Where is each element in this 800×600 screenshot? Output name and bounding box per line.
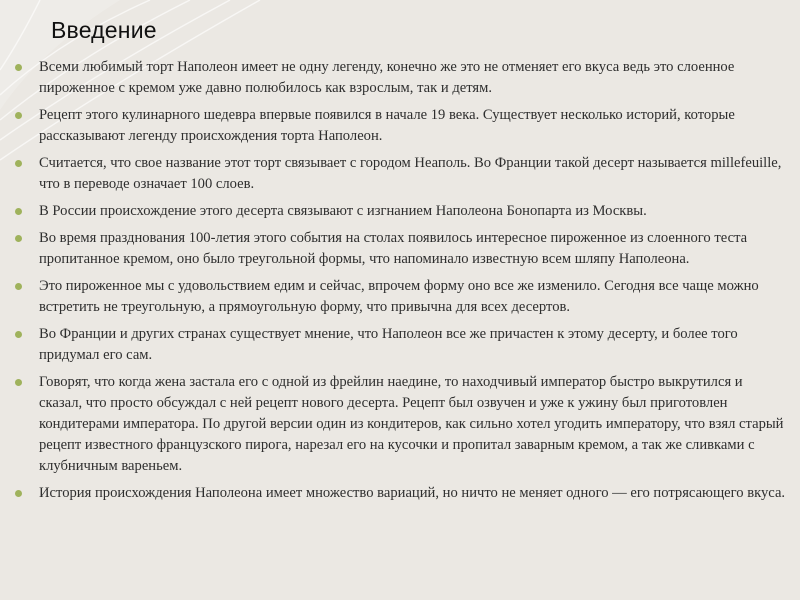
bullet-text: История происхождения Наполеона имеет множество вариаций, но ничто не меняет одного — его потрясающего вкуса.: [39, 485, 786, 501]
bullet-dot-icon: [15, 379, 22, 386]
bullet-dot-icon: [15, 112, 22, 119]
bullet-text: Во время празднования 100-летия этого события на столах появилось интересное пироженное из слоенного теста пропитанное кремом, оно было треугольной формы, что напоминало известную всем шляпу Наполеона.: [39, 230, 748, 267]
bullet-text: Говорят, что когда жена застала его с одной из фрейлин наедине, то находчивый император быстро выкрутился и сказал, что просто обсуждал с ней рецепт нового десерта. Рецепт был озвучен и уже к ужину был приготовлен кондитерами императора. По другой версии один из кондитеров, как сильно хотел угодить императору, что взял старый рецепт известного французского пирога, нарезал его на кусочки и пропитал заварным кремом, а так же сливками с клубничным вареньем.: [39, 374, 784, 474]
bullet-dot-icon: [15, 283, 22, 290]
list-item: [0, 153, 800, 195]
bullet-dot-icon: [15, 235, 22, 242]
bullet-text: Во Франции и других странах существует мнение, что Наполеон все же причастен к этому десерту, и более того придумал его сам.: [39, 326, 738, 363]
bullet-dot-icon: [15, 208, 22, 215]
bullet-text: Это пироженное мы с удовольствием едим и сейчас, впрочем форму оно все же изменило. Сегодня все чаще можно встретить не треугольную, а прямоугольную форму, что привычна для всех десертов.: [39, 278, 759, 315]
bullet-text: Считается, что свое название этот торт связывает с городом Неаполь. Во Франции такой десерт называется millefeuille, что в переводе означает 100 слоев.: [39, 155, 782, 192]
list-item: [0, 324, 800, 366]
list-item: [0, 201, 800, 222]
bullet-dot-icon: [15, 331, 22, 338]
bullet-dot-icon: [15, 490, 22, 497]
bullet-dot-icon: [15, 160, 22, 167]
slide-title: Введение: [51, 17, 157, 43]
list-item: [0, 105, 800, 147]
list-item: [0, 276, 800, 318]
list-item: [0, 228, 800, 270]
bullet-list: [0, 57, 800, 510]
bullet-text: Рецепт этого кулинарного шедевра впервые появился в начале 19 века. Существует несколько историй, которые рассказывают легенду происхождения торта Наполеон.: [39, 107, 735, 144]
list-item: [0, 372, 800, 477]
bullet-text: В России происхождение этого десерта связывают с изгнанием Наполеона Бонопарта из Москвы.: [39, 203, 647, 219]
bullet-dot-icon: [15, 64, 22, 71]
list-item: [0, 483, 800, 504]
bullet-text: Всеми любимый торт Наполеон имеет не одну легенду, конечно же это не отменяет его вкуса ведь это слоенное пироженное с кремом уже давно полюбилось как взрослым, так и детям.: [39, 59, 735, 96]
list-item: [0, 57, 800, 99]
